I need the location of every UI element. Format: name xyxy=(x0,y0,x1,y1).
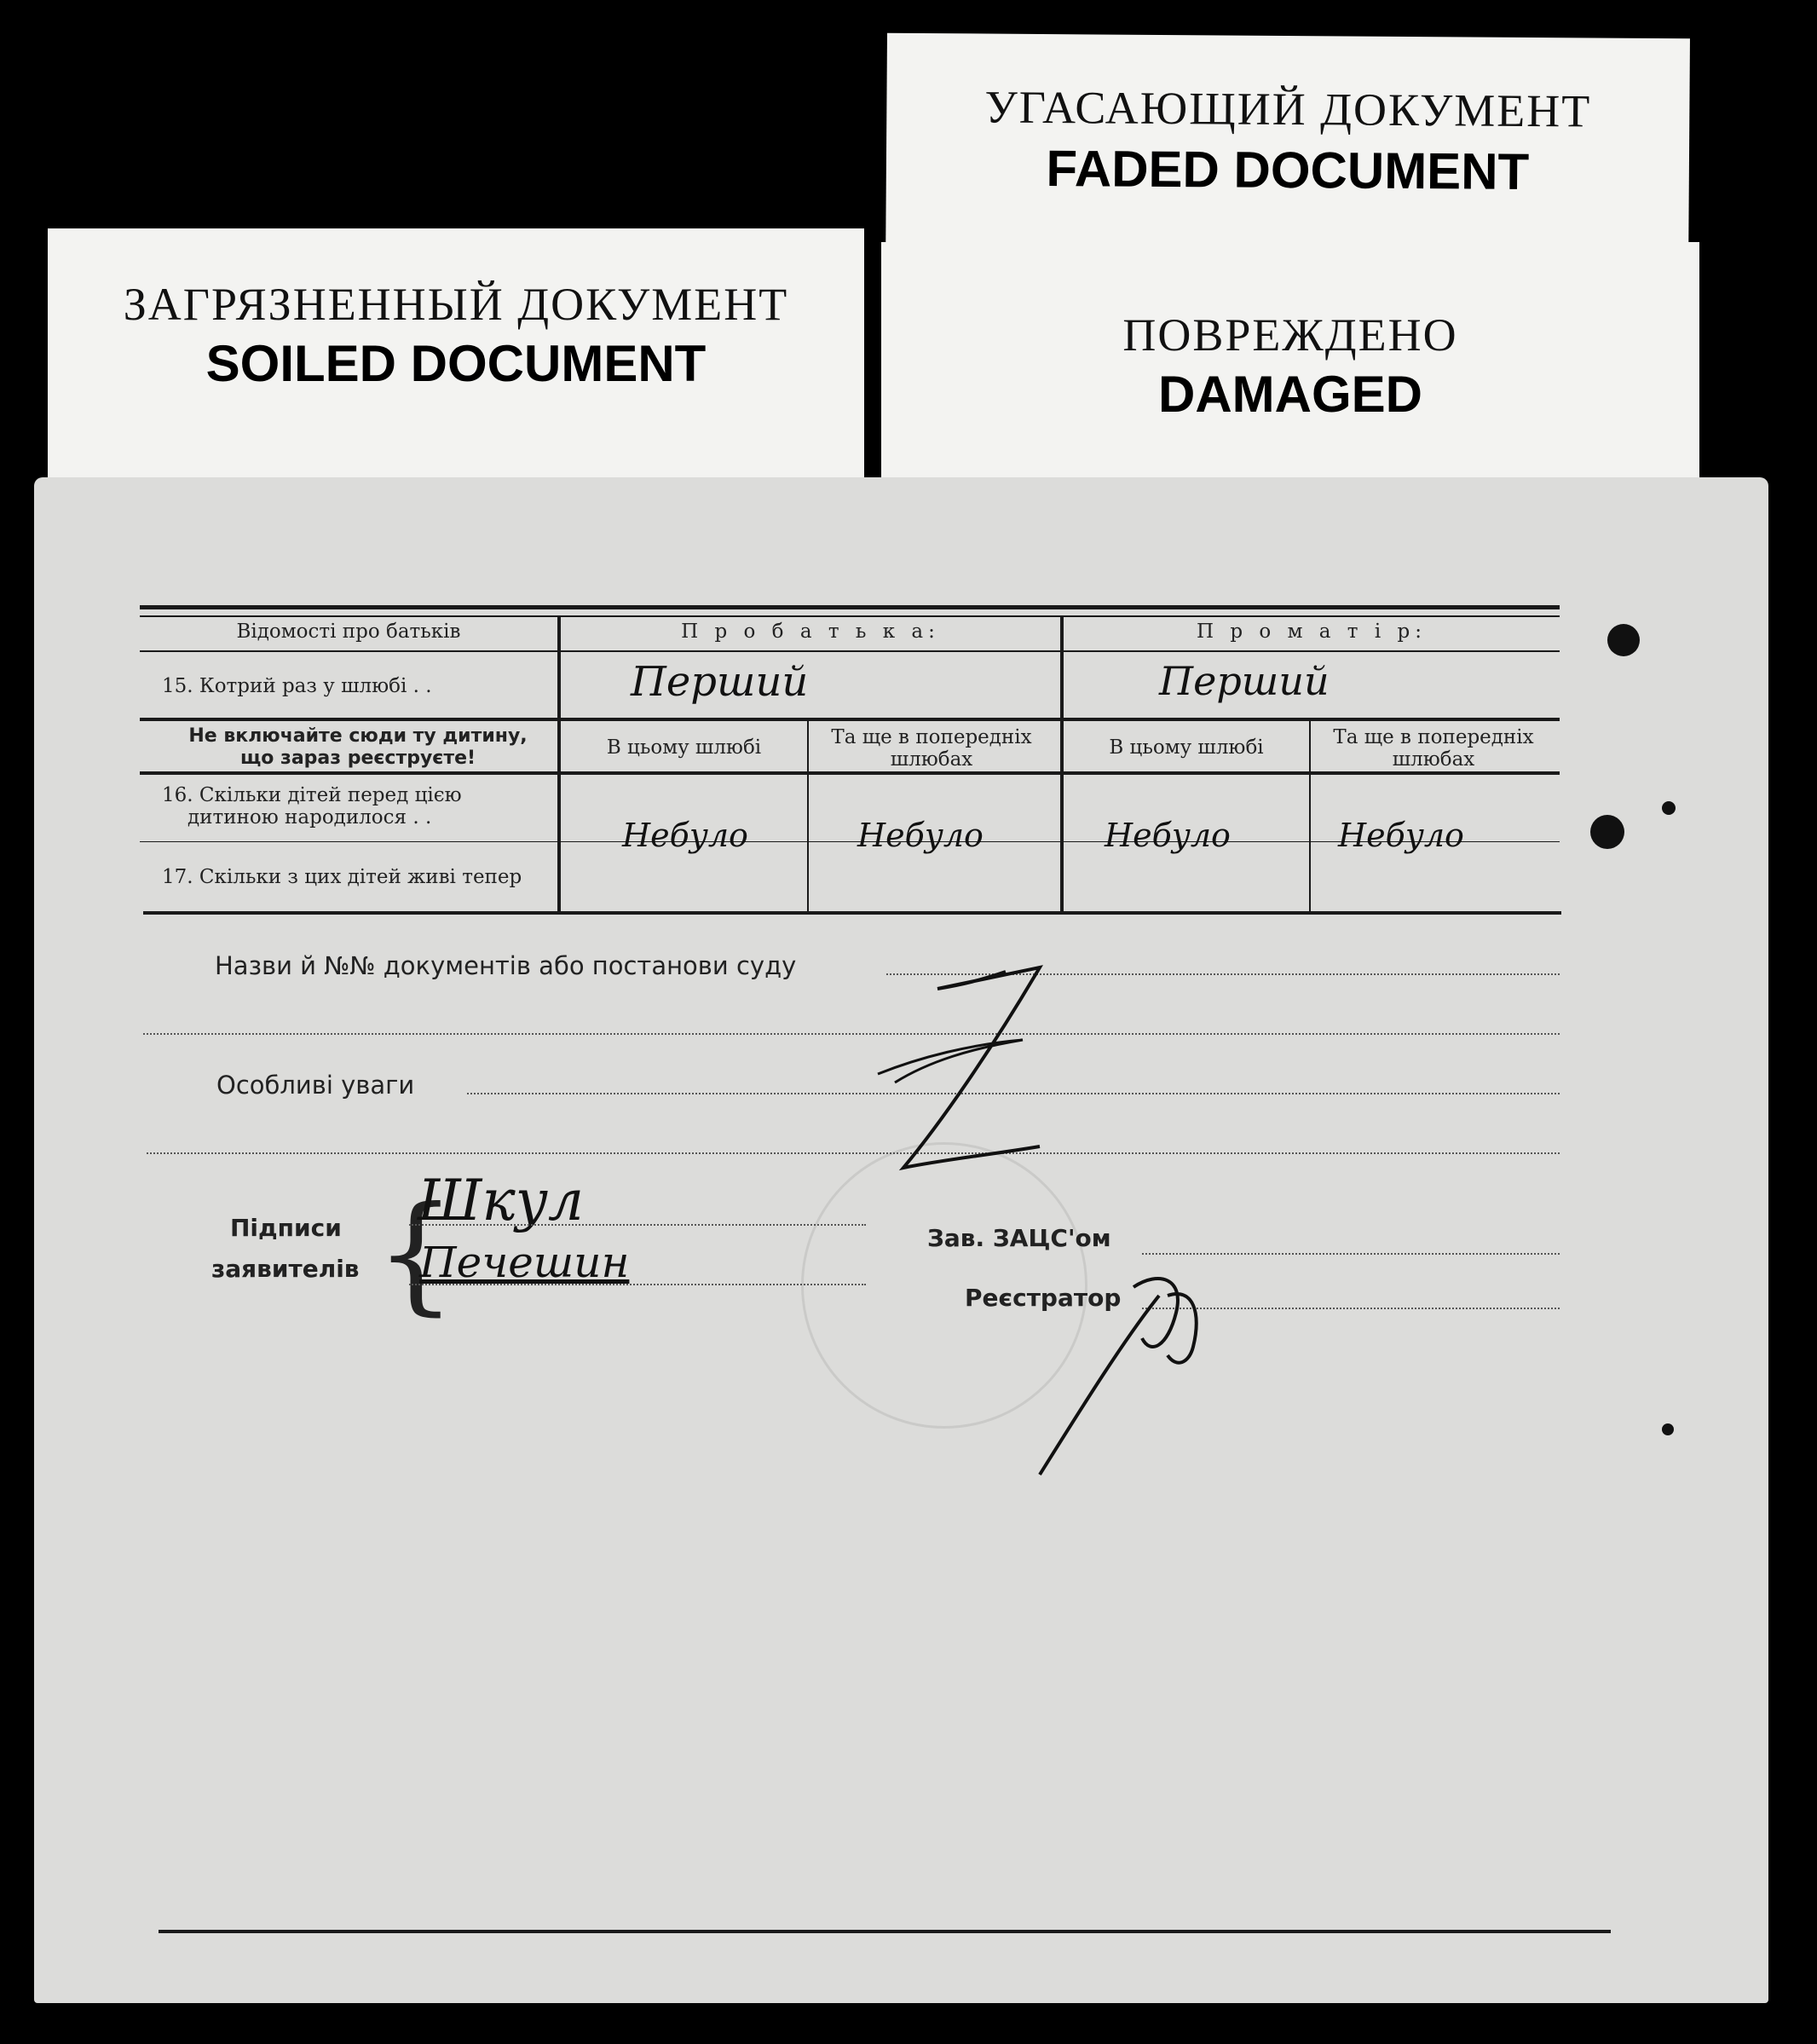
table-rule xyxy=(140,771,1560,775)
faded-document-label xyxy=(885,33,1690,278)
soiled-label-en: SOILED DOCUMENT xyxy=(205,335,707,392)
subhead-mother-prev-marriages: Та ще в попередніх шлюбах xyxy=(1333,726,1534,771)
row16-value-father-prev: Небуло xyxy=(857,817,983,854)
row15-mother-value: Перший xyxy=(1159,658,1330,704)
notice-line1: Не включайте сюди ту дитину, xyxy=(188,725,528,747)
row16-value-mother-prev: Небуло xyxy=(1338,817,1464,854)
subhead-father-this-marriage: В цьому шлюбі xyxy=(606,736,762,759)
soiled-document-label xyxy=(48,228,864,484)
table-top-rule-thin xyxy=(140,615,1560,617)
notes-label: Особливі уваги xyxy=(216,1071,415,1100)
row16-value-father-this: Небуло xyxy=(622,817,748,854)
signatures-label-line1: Підписи xyxy=(230,1214,342,1242)
table-rule xyxy=(140,650,1560,652)
header-father: П р о б а т ь к а: xyxy=(681,621,940,643)
head-label: Зав. ЗАЦС'ом xyxy=(927,1224,1111,1252)
faded-label-ru: УГАСАЮЩИЙ ДОКУМЕНТ xyxy=(984,81,1592,137)
registrar-label: Реєстратор xyxy=(965,1284,1122,1312)
header-mother: П р о м а т і р: xyxy=(1197,621,1427,643)
registry-form-page xyxy=(34,477,1768,2003)
row16-value-mother-this: Небуло xyxy=(1105,817,1231,854)
subhead-mother-this-marriage: В цьому шлюбі xyxy=(1109,736,1264,759)
row17-label: 17. Скільки з цих дітей живі тепер xyxy=(162,866,522,888)
table-col-divider xyxy=(807,721,809,913)
punch-hole xyxy=(1662,1423,1674,1435)
row16-label-line1: 16. Скільки дітей перед цією xyxy=(162,784,462,806)
signature-line-1 xyxy=(409,1224,866,1226)
page-bottom-rule xyxy=(159,1930,1611,1933)
soiled-label-ru: ЗАГРЯЗНЕННЫЙ ДОКУМЕНТ xyxy=(123,279,789,330)
signatures-label-line2: заявителів xyxy=(211,1255,360,1283)
signature-2: Печешин xyxy=(419,1238,630,1287)
damaged-label-ru: ПОВРЕЖДЕНО xyxy=(1122,309,1458,361)
punch-hole xyxy=(1607,624,1640,656)
table-col-divider xyxy=(557,615,561,914)
damaged-label-en: DAMAGED xyxy=(1158,366,1422,423)
row16-label-line2: дитиною народилося . . xyxy=(187,806,432,829)
header-parents-info: Відомості про батьків xyxy=(236,621,461,643)
signature-line-2 xyxy=(409,1284,866,1285)
table-bottom-rule xyxy=(143,911,1561,915)
damaged-label xyxy=(881,242,1699,489)
documents-label: Назви й №№ документів або постанови суду xyxy=(215,951,797,980)
row15-father-value: Перший xyxy=(631,658,809,706)
punch-hole xyxy=(1590,815,1624,849)
table-top-rule xyxy=(140,605,1560,609)
registrar-signature xyxy=(1031,1262,1304,1483)
subhead-father-prev-marriages: Та ще в попередніх шлюбах xyxy=(831,726,1032,771)
head-signature-line xyxy=(1142,1253,1560,1255)
table-rule xyxy=(140,718,1560,721)
faded-label-en: FADED DOCUMENT xyxy=(1046,140,1530,200)
punch-hole xyxy=(1662,801,1676,815)
row15-label: 15. Котрий раз у шлюбі . . xyxy=(162,675,432,697)
table-col-divider xyxy=(1060,615,1064,914)
notice-line2: що зараз реєструєте! xyxy=(239,748,476,769)
signatures-brace: { xyxy=(375,1180,457,1328)
signature-1: Шкул xyxy=(418,1168,585,1233)
